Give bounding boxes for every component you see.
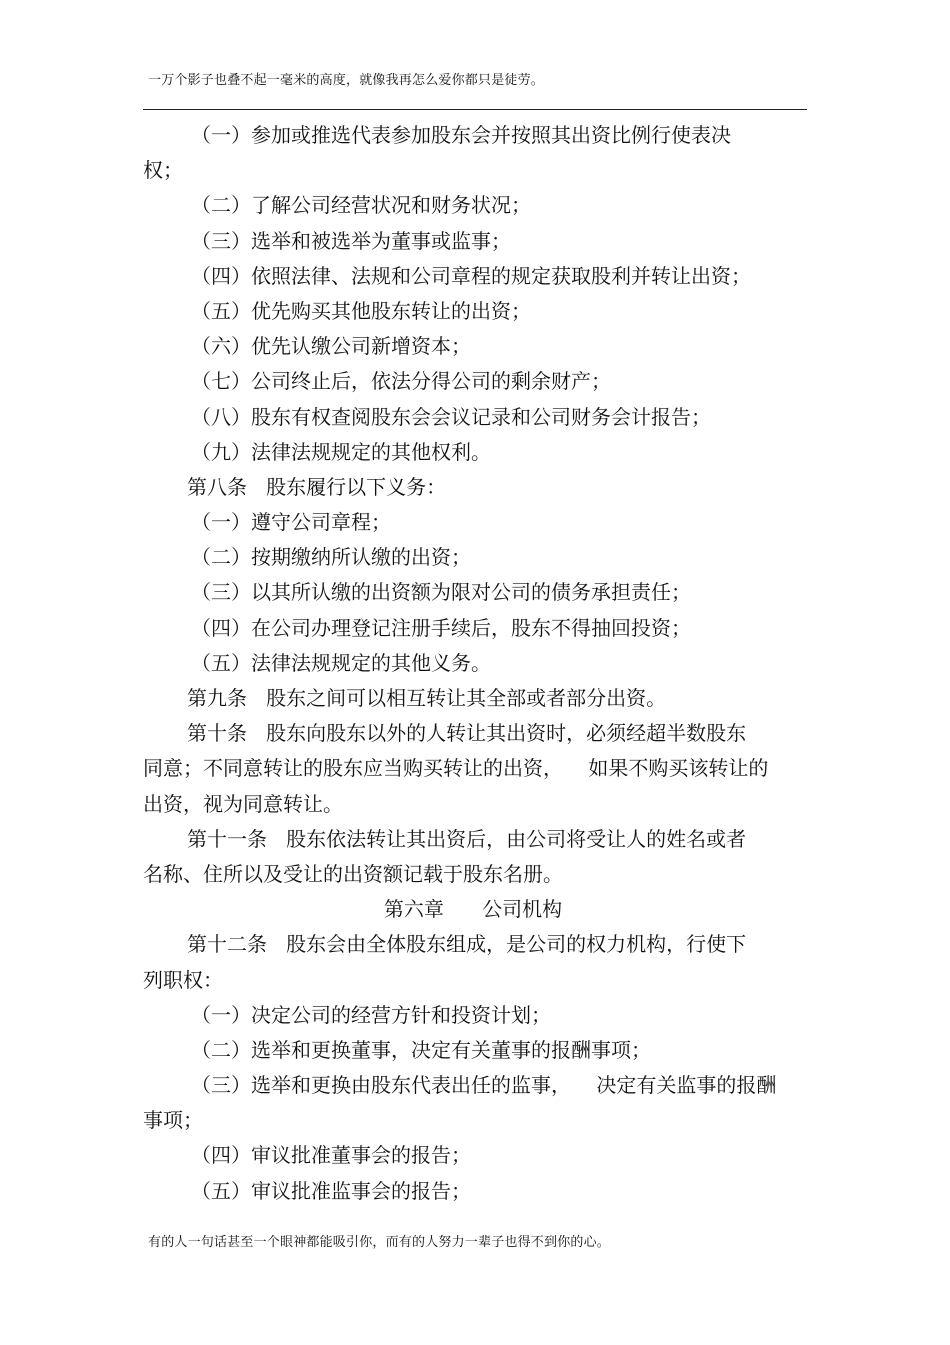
article-line: 第九条 股东之间可以相互转让其全部或者部分出资。: [187, 686, 667, 710]
clause-line: （六）优先认缴公司新增资本；: [191, 334, 471, 359]
clause-line: （五）优先购买其他股东转让的出资；: [191, 298, 531, 323]
clause-line: （九）法律法规规定的其他权利。: [191, 439, 491, 464]
clause-line: （一）参加或推选代表参加股东会并按照其出资比例行使表决: [191, 123, 731, 147]
header-divider: [143, 109, 807, 110]
clause-line: （八）股东有权查阅股东会会议记录和公司财务会计报告；: [191, 404, 711, 429]
clause-line: （四）依照法律、法规和公司章程的规定获取股利并转让出资；: [191, 263, 751, 288]
article-continuation: 同意；不同意转让的股东应当购买转让的出资， 如果不购买该转让的: [143, 756, 769, 781]
clause-line: （三）选举和被选举为董事或监事；: [191, 228, 511, 253]
clause-line: （一）遵守公司章程；: [191, 510, 391, 535]
article-continuation: 名称、住所以及受让的出资额记载于股东名册。: [143, 861, 563, 886]
article-line: 第十一条 股东依法转让其出资后，由公司将受让人的姓名或者: [187, 826, 747, 851]
page-header: 一万个影子也叠不起一毫米的高度，就像我再怎么爱你都只是徒劳。: [148, 73, 545, 88]
article-line: 第十二条 股东会由全体股东组成，是公司的权力机构，行使下: [187, 932, 747, 957]
clause-line: （七）公司终止后，依法分得公司的剩余财产；: [191, 369, 611, 394]
article-line: 第十条 股东向股东以外的人转让其出资时，必须经超半数股东: [187, 721, 747, 746]
clause-continuation: 事项；: [143, 1108, 203, 1133]
chapter-heading: 第六章 公司机构: [383, 897, 563, 922]
clause-line: （四）审议批准董事会的报告；: [191, 1143, 471, 1168]
clause-line: （五）审议批准监事会的报告；: [191, 1178, 471, 1203]
document-body: [143, 118, 803, 1209]
clause-line: （四）在公司办理登记注册手续后，股东不得抽回投资；: [191, 615, 691, 640]
clause-line: （二）按期缴纳所认缴的出资；: [191, 545, 471, 570]
article-heading: 第八条 股东履行以下义务：: [187, 474, 447, 499]
clause-continuation: 权；: [143, 158, 183, 183]
article-continuation: 列职权：: [143, 967, 223, 992]
page-footer: 有的人一句话甚至一个眼神都能吸引你，而有的人努力一辈子也得不到你的心。: [148, 1235, 611, 1250]
clause-line: （二）选举和更换董事，决定有关董事的报酬事项；: [191, 1037, 651, 1062]
clause-line: （三）选举和更换由股东代表出任的监事， 决定有关监事的报酬: [191, 1073, 777, 1098]
clause-line: （三）以其所认缴的出资额为限对公司的债务承担责任；: [191, 580, 691, 605]
clause-line: （二）了解公司经营状况和财务状况；: [191, 193, 531, 218]
clause-line: （一）决定公司的经营方针和投资计划；: [191, 1002, 551, 1027]
clause-line: （五）法律法规规定的其他义务。: [191, 650, 491, 675]
article-continuation: 出资，视为同意转让。: [143, 791, 343, 816]
